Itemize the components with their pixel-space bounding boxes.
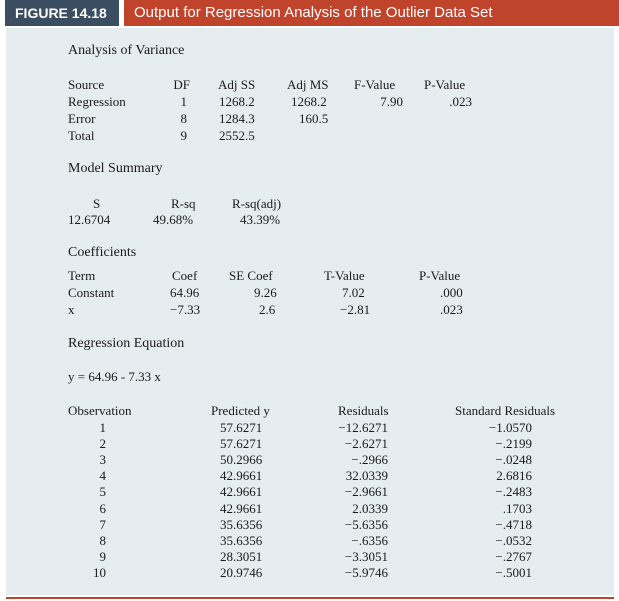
obs-std-residual: .1703 <box>502 500 532 516</box>
coef-col-coef: Coef <box>172 268 198 283</box>
anova-col-fvalue: F-Value <box>354 77 396 92</box>
obs-index: 4 <box>99 468 106 484</box>
obs-residual: −.2966 <box>351 452 388 468</box>
coef-cell: 64.96 <box>170 285 200 300</box>
obs-std-residual: −1.0570 <box>488 420 532 435</box>
obs-index: 6 <box>99 500 106 516</box>
anova-cell: 7.90 <box>380 94 403 109</box>
obs-index: 9 <box>99 548 106 564</box>
summary-value-s: 12.6704 <box>68 212 111 227</box>
anova-col-pvalue: P-Value <box>424 77 466 92</box>
anova-cell: 8 <box>180 111 187 126</box>
obs-predicted: 35.6356 <box>220 532 263 548</box>
obs-std-residual: −.0532 <box>495 532 532 548</box>
obs-residual: −2.9661 <box>344 484 388 500</box>
anova-col-source: Source <box>68 77 105 92</box>
anova-cell: 9 <box>180 128 187 143</box>
anova-row-label: Error <box>68 111 96 126</box>
coef-cell: 2.6 <box>259 302 276 317</box>
obs-col-std-residuals: Standard Residuals <box>455 403 556 418</box>
summary-col-s: S <box>93 196 101 211</box>
obs-index: 2 <box>99 436 106 452</box>
coef-col-term: Term <box>68 268 96 283</box>
coef-cell: 7.02 <box>342 285 365 300</box>
anova-row-label: Regression <box>68 94 126 109</box>
obs-std-residual: −.2767 <box>495 548 532 564</box>
coef-row-label: Constant <box>68 285 115 300</box>
obs-index: 5 <box>99 484 106 500</box>
anova-cell: 2552.5 <box>219 128 255 143</box>
obs-std-residual: 2.6816 <box>496 468 532 484</box>
obs-index: 8 <box>99 532 106 548</box>
obs-std-residual: −.5001 <box>495 564 532 580</box>
summary-col-rsq: R-sq <box>171 196 196 211</box>
obs-predicted: 35.6356 <box>220 516 263 532</box>
obs-predicted: 57.6271 <box>220 420 263 435</box>
obs-residual: −5.6356 <box>344 516 388 532</box>
regression-equation-heading: Regression Equation <box>68 336 185 351</box>
anova-cell: 1268.2 <box>291 94 327 109</box>
coef-row-label: x <box>68 302 75 317</box>
coef-cell: −2.81 <box>340 302 371 317</box>
anova-heading: Analysis of Variance <box>68 43 185 58</box>
obs-residual: 32.0339 <box>345 468 388 484</box>
coefficients-heading: Coefficients <box>68 245 137 260</box>
obs-std-residual: −.4718 <box>495 516 532 532</box>
anova-row-label: Total <box>68 128 95 143</box>
obs-predicted: 42.9661 <box>220 468 263 484</box>
summary-value-rsq: 49.68% <box>153 212 194 227</box>
coef-cell: 9.26 <box>254 285 277 300</box>
obs-predicted: 50.2966 <box>220 452 263 468</box>
obs-residual: −2.6271 <box>344 436 388 452</box>
obs-predicted: 57.6271 <box>220 436 263 452</box>
obs-predicted: 42.9661 <box>220 484 263 500</box>
coef-col-tvalue: T-Value <box>324 268 365 283</box>
regression-equation: y = 64.96 - 7.33 x <box>68 369 161 384</box>
obs-residual: −5.9746 <box>344 564 388 580</box>
figure-header <box>0 0 619 26</box>
anova-cell: 1284.3 <box>219 111 255 126</box>
anova-cell: 160.5 <box>299 111 329 126</box>
anova-cell: 1268.2 <box>219 94 255 109</box>
anova-cell: .023 <box>449 94 472 109</box>
obs-residual: −3.3051 <box>344 548 388 564</box>
obs-residual: 2.0339 <box>352 500 388 516</box>
obs-predicted: 42.9661 <box>220 500 263 516</box>
coef-cell: −7.33 <box>170 302 201 317</box>
obs-std-residual: −.2483 <box>495 484 532 500</box>
obs-index: 3 <box>99 452 106 468</box>
coef-col-pvalue: P-Value <box>419 268 461 283</box>
obs-predicted: 20.9746 <box>220 564 263 580</box>
obs-index: 7 <box>99 516 106 532</box>
anova-col-adjms: Adj MS <box>287 77 329 92</box>
obs-predicted: 28.3051 <box>220 548 263 564</box>
anova-col-df: DF <box>173 77 190 92</box>
obs-col-observation: Observation <box>68 403 132 418</box>
obs-col-predicted: Predicted y <box>211 403 270 418</box>
figure-title: Output for Regression Analysis of the Outlier Data Set <box>124 0 619 26</box>
summary-value-rsqadj: 43.39% <box>240 212 281 227</box>
anova-col-adjss: Adj SS <box>218 77 256 92</box>
obs-std-residual: −.2199 <box>495 436 532 452</box>
obs-index: 1 <box>99 420 106 435</box>
bottom-rule <box>6 597 614 599</box>
obs-col-residuals: Residuals <box>338 403 389 418</box>
obs-index: 10 <box>93 564 106 580</box>
obs-std-residual: −.0248 <box>495 452 532 468</box>
coef-col-secoef: SE Coef <box>229 268 273 283</box>
anova-cell: 1 <box>180 94 187 109</box>
summary-col-rsqadj: R-sq(adj) <box>232 196 282 211</box>
coef-cell: .023 <box>440 302 463 317</box>
model-summary-heading: Model Summary <box>68 161 163 176</box>
obs-residual: −12.6271 <box>338 420 388 435</box>
obs-residual: −.6356 <box>351 532 388 548</box>
coef-cell: .000 <box>440 285 463 300</box>
figure-label: FIGURE 14.18 <box>5 0 119 26</box>
